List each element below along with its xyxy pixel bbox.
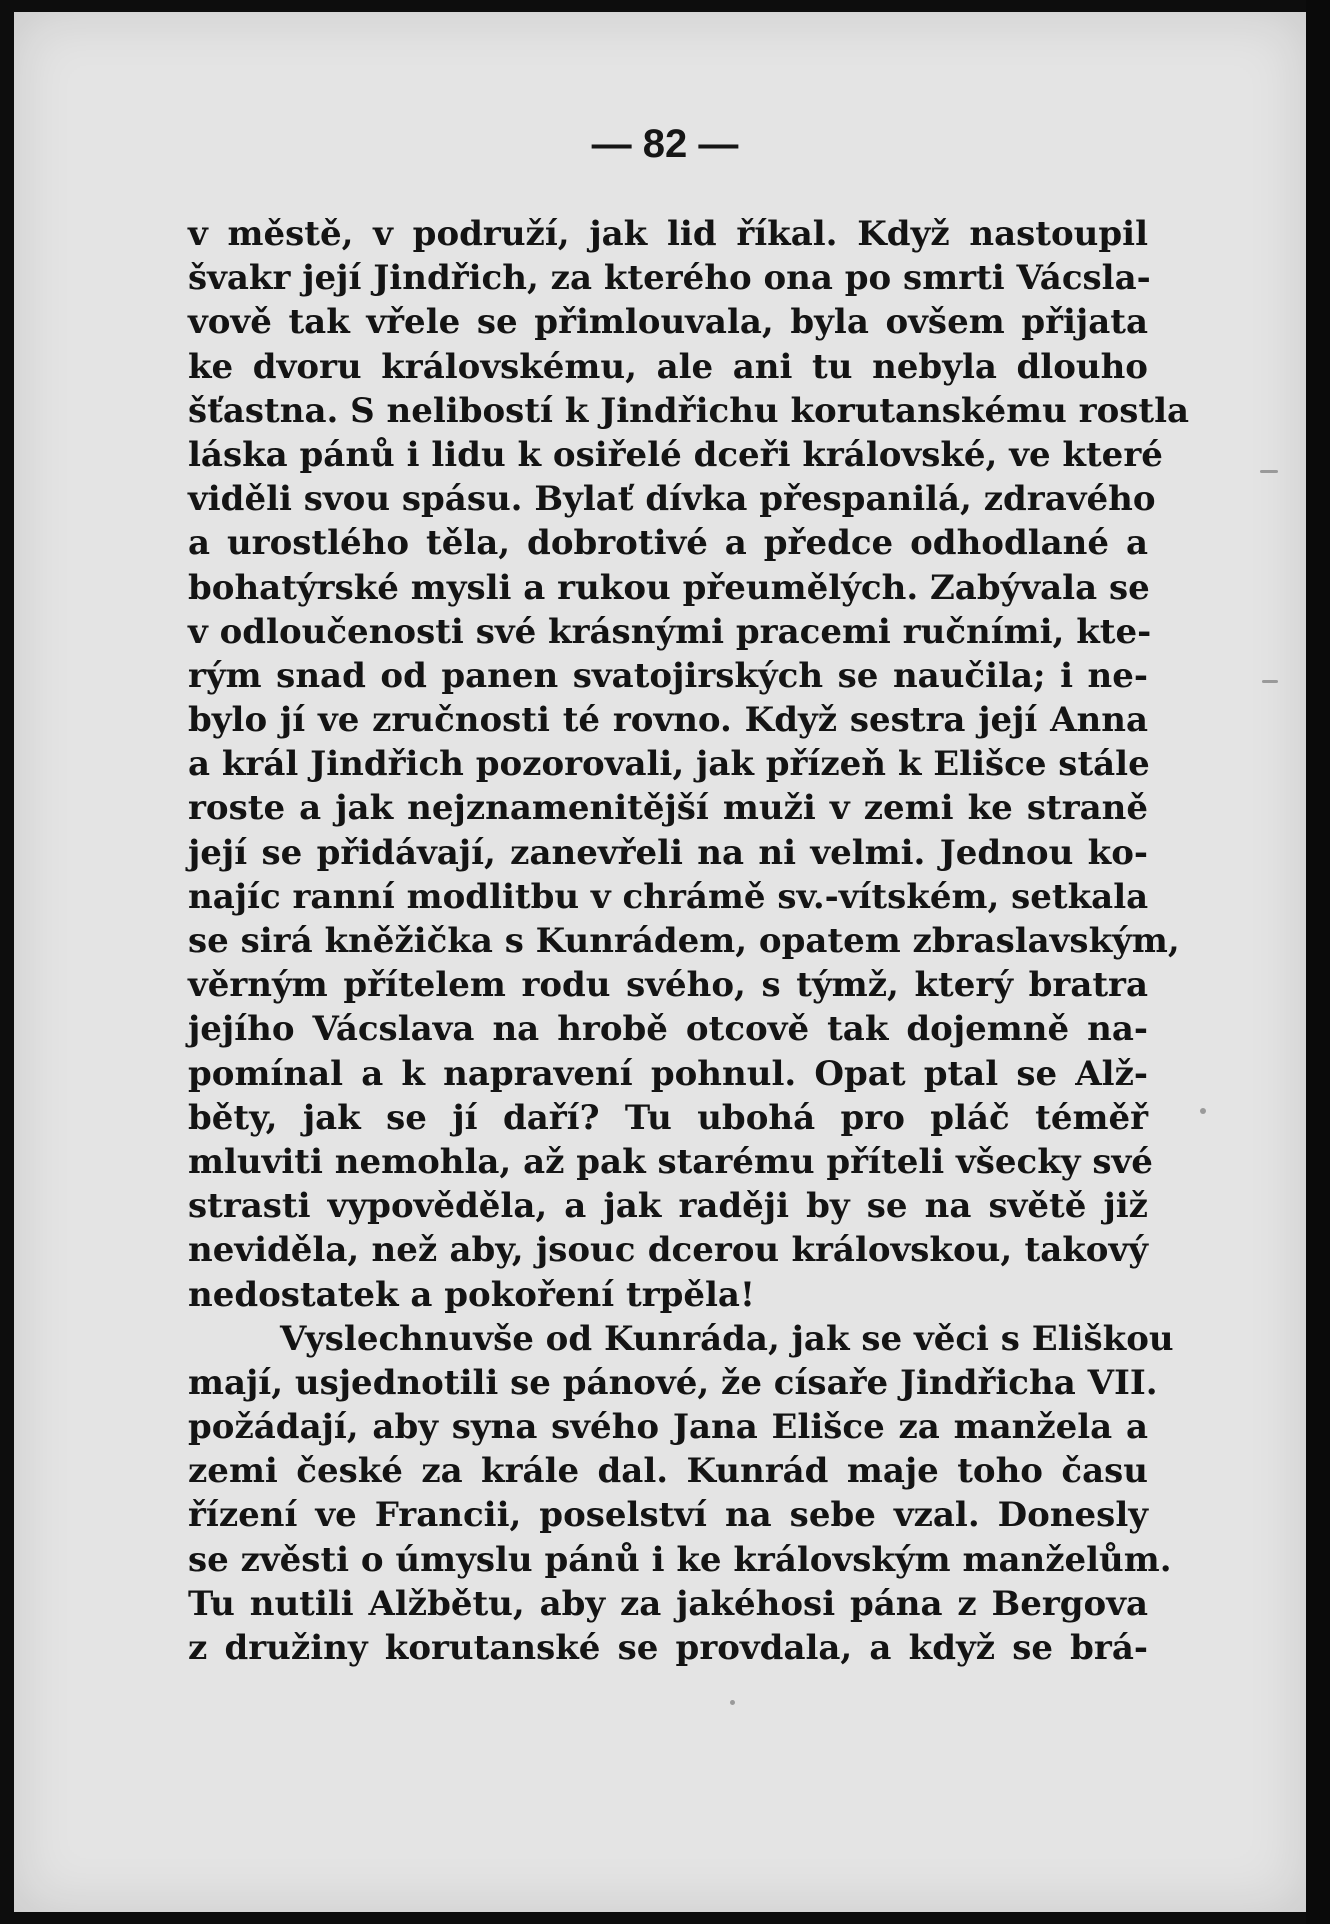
paper-speck: [1260, 470, 1278, 473]
text-line: a urostlého těla, dobrotivé a předce odhodlané a: [188, 523, 1148, 564]
text-line: se zvěsti o úmyslu pánů i ke královským manželům.: [188, 1539, 1172, 1580]
text-line: ke dvoru královskému, ale ani tu nebyla dlouho: [188, 346, 1148, 387]
text-line: najíc ranní modlitbu v chrámě sv.-vítském, setkala: [188, 876, 1149, 917]
text-line: v odloučenosti své krásnými pracemi ručními, kte-: [188, 611, 1152, 652]
text-line: bylo jí ve zručnosti té rovno. Když sestra její Anna: [188, 700, 1148, 741]
text-line: strasti vypověděla, a jak raději by se na světě již: [188, 1186, 1148, 1227]
text-line: běty, jak se jí daří? Tu ubohá pro pláč téměř: [188, 1097, 1148, 1138]
scan-edge: [1306, 0, 1330, 1924]
text-line: švakr její Jindřich, za kterého ona po smrti Vácsla-: [188, 258, 1151, 299]
text-line: vově tak vřele se přimlouvala, byla ovšem přijata: [188, 302, 1148, 343]
text-line: její se přidávají, zanevřeli na ni velmi. Jednou ko-: [188, 832, 1148, 873]
paragraph-start-line: Vyslechnuvše od Kunráda, jak se věci s Eliškou: [280, 1318, 1174, 1359]
text-line: láska pánů i lidu k osiřelé dceři královské, ve které: [188, 434, 1163, 475]
text-line: roste a jak nejznamenitější muži v zemi ke straně: [188, 788, 1148, 829]
text-line: zemi české za krále dal. Kunrád maje toho času: [188, 1451, 1148, 1492]
text-line: se sirá kněžička s Kunrádem, opatem zbraslavským,: [188, 921, 1180, 961]
text-line: Tu nutili Alžbětu, aby za jakéhosi pána z Bergova: [188, 1583, 1148, 1624]
text-line: jejího Vácslava na hrobě otcově tak dojemně na-: [188, 1009, 1148, 1050]
paragraph-end-line: nedostatek a pokoření trpěla!: [188, 1274, 755, 1315]
paper-speck: [1200, 1108, 1206, 1114]
text-line: řízení ve Francii, poselství na sebe vzal. Donesly: [188, 1495, 1148, 1536]
text-line: věrným přítelem rodu svého, s týmž, který bratra: [188, 965, 1148, 1006]
text-line: pomínal a k napravení pohnul. Opat ptal se Alž-: [188, 1053, 1148, 1094]
text-line: bohatýrské mysli a rukou přeumělých. Zabývala se: [188, 567, 1150, 608]
text-line: viděli svou spásu. Bylať dívka přespanilá, zdravého: [188, 479, 1156, 520]
text-line: mají, usjednotili se pánové, že císaře Jindřicha VII.: [188, 1362, 1158, 1403]
binding-mark: [1310, 1382, 1320, 1408]
binding-mark: [1310, 408, 1320, 434]
paper-speck: [1262, 680, 1278, 683]
text-line: neviděla, než aby, jsouc dcerou královskou, takový: [188, 1230, 1148, 1271]
text-line: rým snad od panen svatojirských se naučila; i ne-: [188, 655, 1148, 696]
text-line: v městě, v podruží, jak lid říkal. Když nastoupil: [188, 214, 1148, 254]
paper-speck: [730, 1700, 735, 1705]
text-line: a král Jindřich pozorovali, jak přízeň k Elišce stále: [188, 744, 1150, 785]
text-line: z družiny korutanské se provdala, a když se brá-: [188, 1628, 1148, 1668]
text-line: požádají, aby syna svého Jana Elišce za manžela a: [188, 1407, 1148, 1448]
page-number: — 82 —: [591, 122, 739, 166]
text-line: šťastna. S nelibostí k Jindřichu korutanskému rostla: [188, 390, 1190, 431]
body-text: [188, 212, 1190, 1670]
text-line: mluviti nemohla, až pak starému příteli všecky své: [188, 1141, 1153, 1182]
